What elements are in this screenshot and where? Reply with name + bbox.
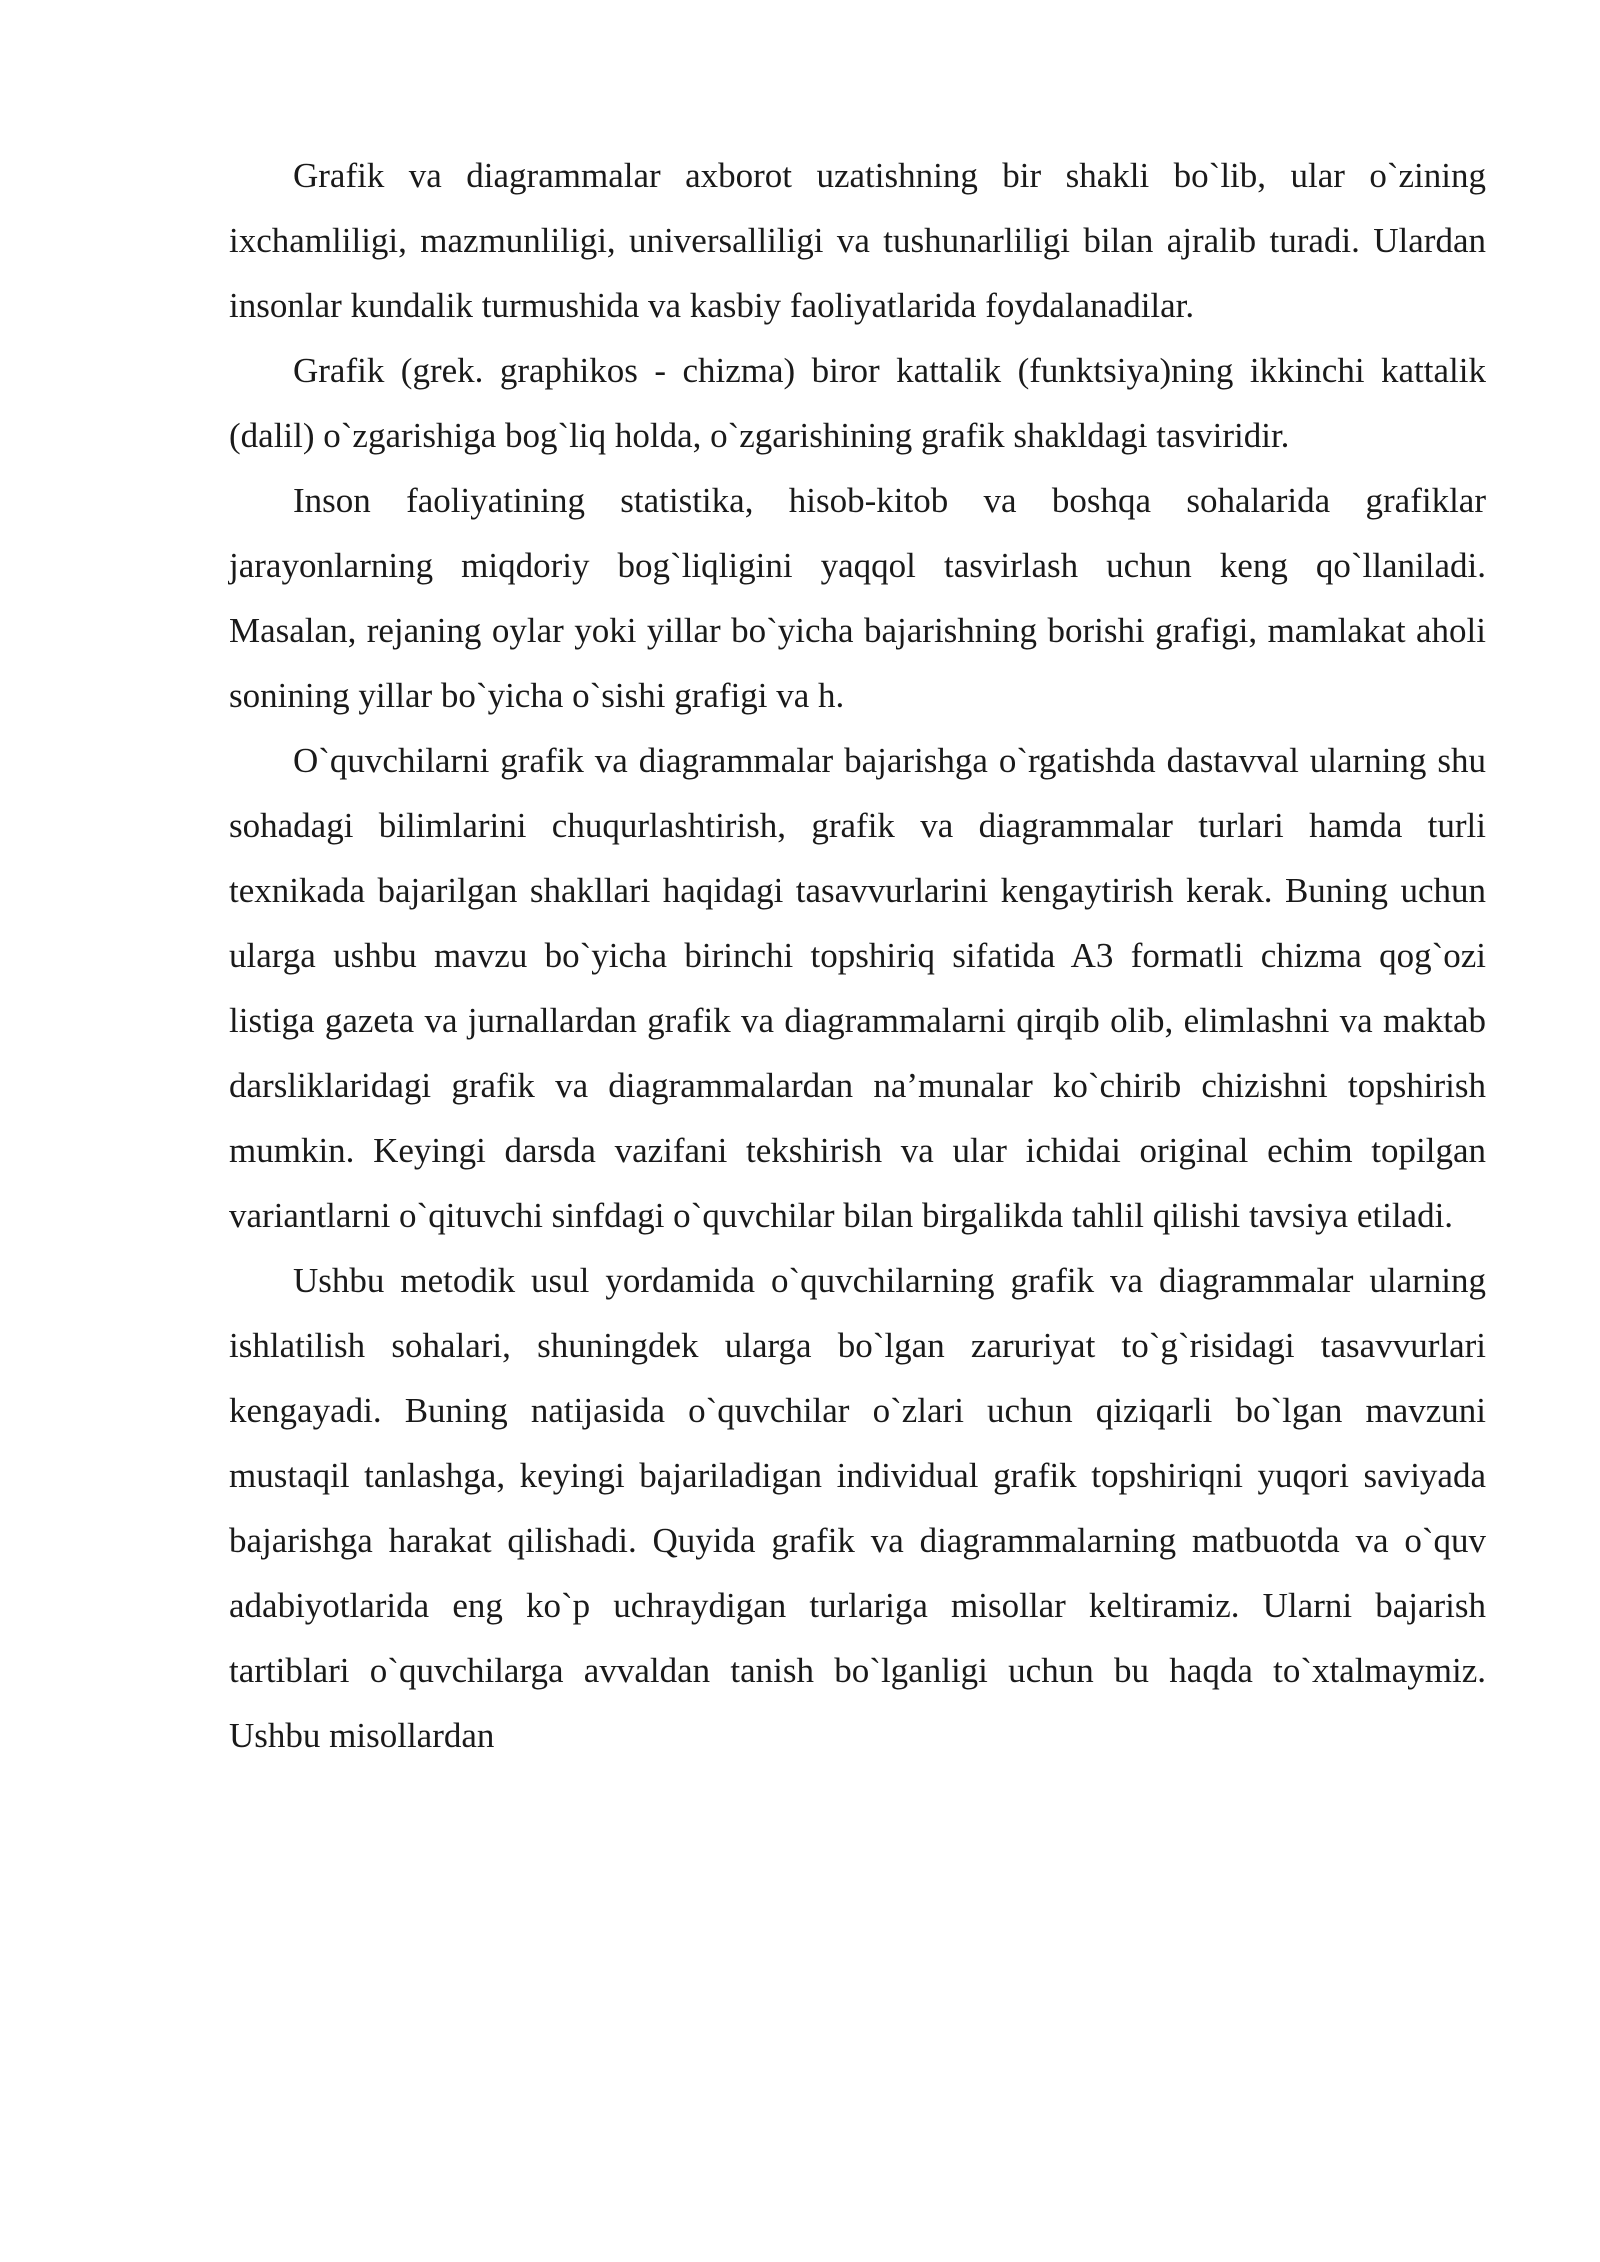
paragraph-teaching-method: O`quvchilarni grafik va diagrammalar bajarishga o`rgatishda dastavval ularning shu sohadagi bilimlarini chuqurlashtirish, grafik va diagrammalar turlari hamda turli texnikada bajarilgan shakllari haqidagi tasavvurlarini kengaytirish kerak. Buning uchun ularga ushbu mavzu bo`yicha birinchi topshiriq sifatida A3 formatli chizma qog`ozi listiga gazeta va jurnallardan grafik va diagrammalarni qirqib olib, elimlashni va maktab darsliklaridagi grafik va diagrammalardan na’munalar ko`chirib chizishni topshirish mumkin. Keyingi darsda vazifani tekshirish va ular ichidai original echim topilgan variantlarni o`qituvchi sinfdagi o`quvchilar bilan birgalikda tahlil qilishi tavsiya etiladi.	[229, 741, 1486, 1235]
paragraph-graph-usage: Inson faoliyatining statistika, hisob-kitob va boshqa sohalarida grafiklar jarayonlarning miqdoriy bog`liqligini yaqqol tasvirlash uchun keng qo`llaniladi. Masalan, rejaning oylar yoki yillar bo`yicha bajarishning borishi grafigi, mamlakat aholi sonining yillar bo`yicha o`sishi grafigi va h.	[229, 481, 1486, 715]
paragraph-graphs-intro: Grafik va diagrammalar axborot uzatishning bir shakli bo`lib, ular o`zining ixchamliligi, mazmunliligi, universalliligi va tushunarliligi bilan ajralib turadi. Ulardan insonlar kundalik turmushida va kasbiy faoliyatlarida foydalanadilar.	[229, 156, 1486, 325]
paragraph-method-results: Ushbu metodik usul yordamida o`quvchilarning grafik va diagrammalar ularning ishlatilish sohalari, shuningdek ularga bo`lgan zaruriyat to`g`risidagi tasavvurlari kengayadi. Buning natijasida o`quvchilar o`zlari uchun qiziqarli bo`lgan mavzuni mustaqil tanlashga, keyingi bajariladigan individual grafik topshiriqni yuqori saviyada bajarishga harakat qilishadi. Quyida grafik va diagrammalarning matbuotda va o`quv adabiyotlarida eng ko`p uchraydigan turlariga misollar keltiramiz. Ularni bajarish tartiblari o`quvchilarga avvaldan tanish bo`lganligi uchun bu haqda to`xtalmaymiz. Ushbu misollardan	[229, 1261, 1486, 1755]
document-body	[229, 143, 1486, 1768]
paragraph-graph-definition: Grafik (grek. graphikos - chizma) biror kattalik (funktsiya)ning ikkinchi kattalik (dalil) o`zgarishiga bog`liq holda, o`zgarishining grafik shakldagi tasviridir.	[229, 351, 1486, 455]
